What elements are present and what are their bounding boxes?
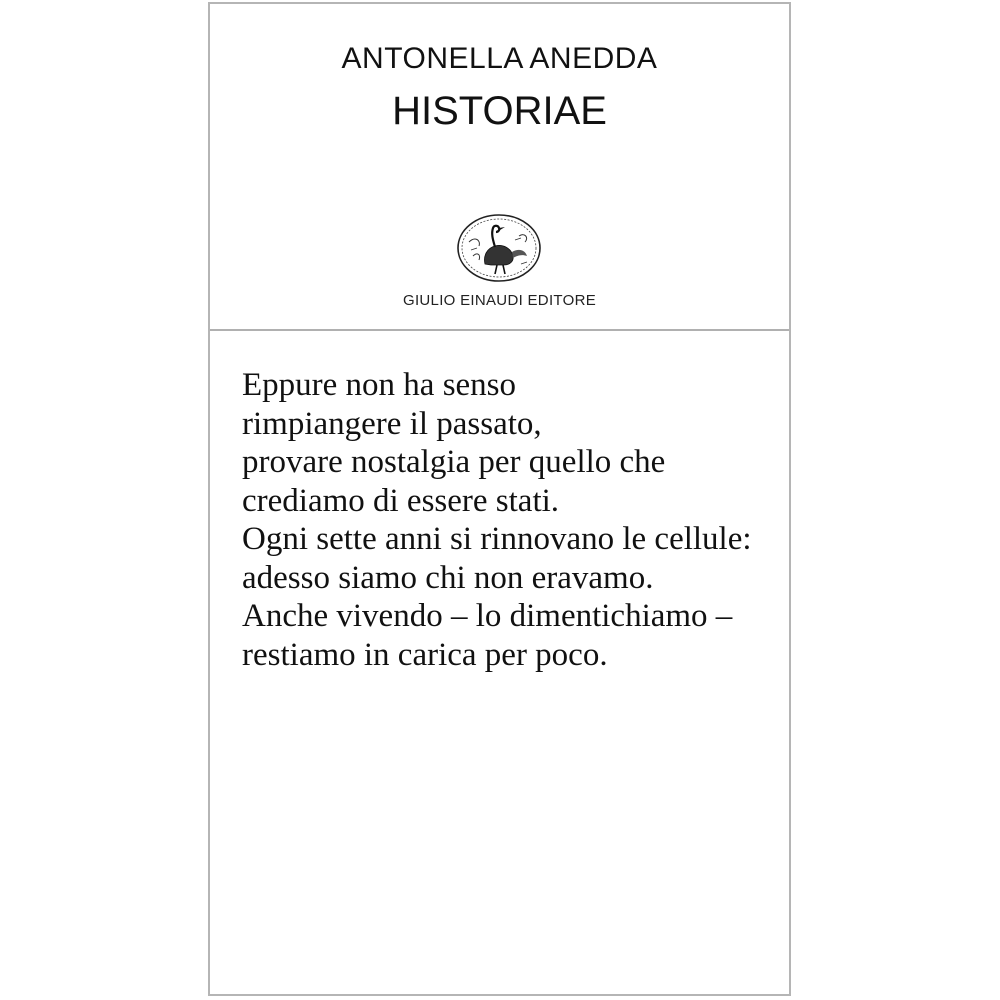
poem-line: adesso siamo chi non eravamo. bbox=[242, 559, 654, 596]
poem-excerpt bbox=[242, 366, 782, 674]
author-name: ANTONELLA ANEDDA bbox=[341, 42, 658, 75]
poem-line: Ogni sette anni si rinnovano le cellule: bbox=[242, 521, 752, 557]
book-title: HISTORIAE bbox=[392, 89, 607, 133]
einaudi-ostrich-emblem-icon bbox=[455, 212, 543, 284]
publisher-name: GIULIO EINAUDI EDITORE bbox=[402, 292, 597, 309]
poem-line: Anche vivendo – lo dimentichiamo – bbox=[242, 598, 733, 634]
poem-line: rimpiangere il passato, bbox=[242, 405, 542, 442]
poem-line: Eppure non ha senso bbox=[242, 367, 517, 403]
poem-line: restiamo in carica per poco. bbox=[242, 636, 608, 673]
cover-divider bbox=[210, 329, 789, 331]
poem-line: provare nostalgia per quello che bbox=[242, 444, 666, 480]
book-cover bbox=[208, 2, 791, 996]
poem-line: crediamo di essere stati. bbox=[242, 482, 560, 519]
